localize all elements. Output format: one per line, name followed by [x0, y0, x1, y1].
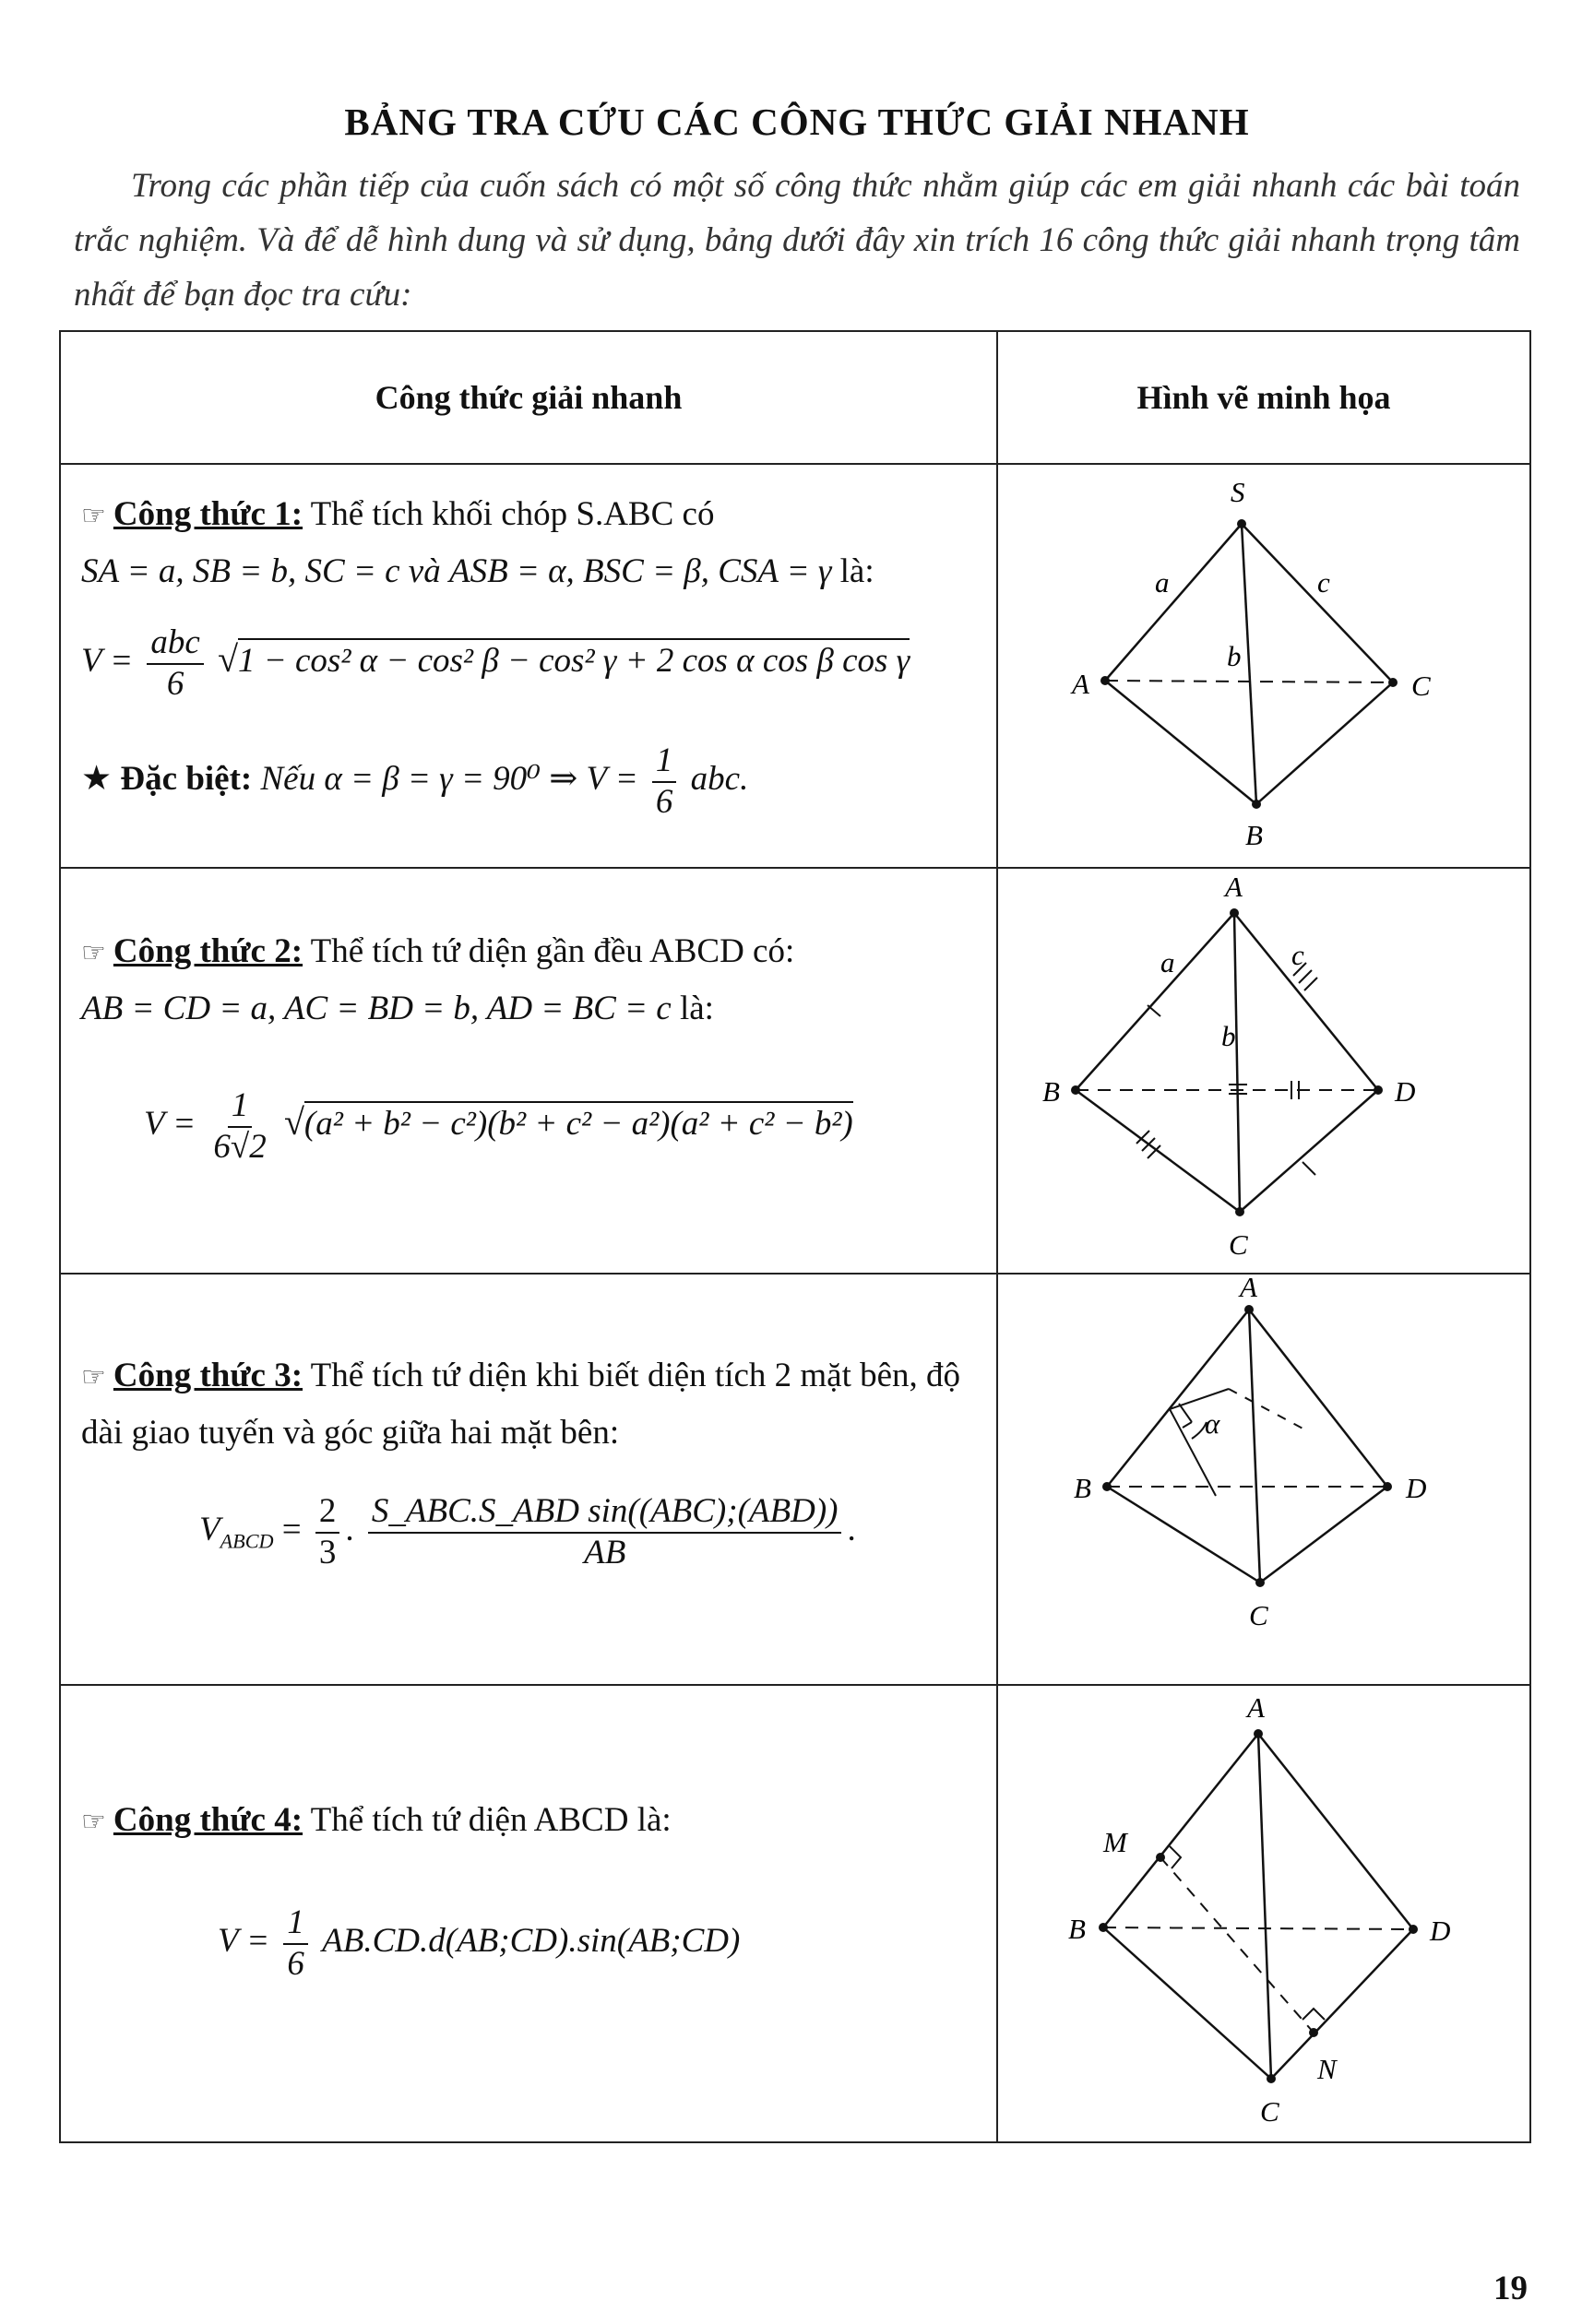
formula-4-tail: AB.CD.d(AB;CD).sin(AB;CD) — [322, 1922, 741, 1961]
formula-1-equation: V = $\frac{\text{abc}}{6}$ √1 − cos² α − cos² β − cos² γ + 2 cos α cos β cos γ — [81, 623, 910, 703]
pointing-hand-icon: ☞ — [81, 938, 106, 968]
formula-1-special — [81, 741, 985, 822]
pointing-hand-icon: ☞ — [81, 501, 106, 531]
formula-4-label: Công thức 4: — [113, 1801, 303, 1839]
formula-3-lhs: V — [199, 1511, 220, 1549]
fig1-label-b: b — [1227, 640, 1242, 672]
formula-3-text — [81, 1348, 985, 1461]
formula-3-denominator: AB — [584, 1533, 626, 1571]
formula-1-special-tail: abc. — [690, 760, 749, 799]
figure-3-dihedral — [998, 1275, 1529, 1684]
fig1-label-a: a — [1155, 566, 1170, 599]
formula-2-conditions: AB = CD = a, AC = BD = b, AD = BC = c — [81, 990, 672, 1027]
intro-paragraph: Trong các phần tiếp của cuốn sách có một số công thức nhằm giúp các em giải nhanh các bài toán trắc nghiệm. Và để dễ hình dung và sử dụng, bảng dưới đây xin trích 16 công thức giải nhanh trọng tâm nhất để bạn đọc tra cứu: — [74, 167, 1520, 314]
fig4-label-M: M — [1103, 1826, 1127, 1858]
fig2-label-D: D — [1395, 1075, 1416, 1108]
fig2-label-A: A — [1225, 871, 1243, 903]
fig2-label-c: c — [1291, 939, 1304, 971]
fig1-label-S: S — [1231, 476, 1245, 508]
fig4-label-B: B — [1068, 1913, 1086, 1945]
formula-3-numerator: S_ABC.S_ABD sin((ABC);(ABD)) — [368, 1492, 842, 1534]
header-formulas: Công thức giải nhanh — [375, 379, 683, 416]
formula-2-la: là: — [679, 990, 714, 1027]
formula-4-equation — [218, 1903, 1122, 1984]
fig3-label-A: A — [1240, 1275, 1257, 1303]
formula-2-denominator: 6√2 — [213, 1127, 267, 1166]
formula-1-numerator: abc — [147, 623, 203, 665]
fig2-label-b: b — [1221, 1020, 1236, 1052]
formula-1-radicand: 1 − cos² α − cos² β − cos² γ + 2 cos α cos β cos γ — [238, 638, 910, 680]
formula-1-text — [81, 487, 985, 599]
formula-3-lhs-sub: ABCD — [220, 1529, 274, 1553]
formula-2-lhs: V = — [144, 1105, 196, 1144]
formula-1-special-label: Đặc biệt: — [120, 760, 253, 799]
figure-1-pyramid — [998, 465, 1529, 867]
fig4-label-C: C — [1260, 2095, 1279, 2128]
formula-3-equation: $V_{ABCD}$ = $\frac{2}{3}$ . $\frac{\text{S\_ABC.S\_ABD sin((ABC);(ABD))}}{AB}$ . — [199, 1492, 856, 1571]
formula-2-intro: Thể tích tứ diện gần đều ABCD có: — [310, 932, 795, 970]
fig2-label-C: C — [1229, 1228, 1248, 1261]
formula-3-label: Công thức 3: — [113, 1357, 303, 1394]
header-illustrations: Hình vẽ minh họa — [1136, 379, 1391, 416]
fig4-label-A: A — [1247, 1691, 1265, 1724]
formula-row-4 — [61, 1686, 998, 2141]
page-number: 19 — [1493, 2270, 1528, 2307]
formula-2-radicand: (a² + b² − c²)(b² + c² − a²)(a² + c² − b²) — [304, 1101, 853, 1143]
fig4-label-N: N — [1317, 2053, 1337, 2085]
formula-row-3 — [61, 1275, 998, 1684]
formula-1-angles: ASB = α, BSC = β, CSA = γ — [448, 552, 832, 590]
formula-1-denominator: 6 — [166, 664, 184, 703]
fig2-label-a: a — [1160, 946, 1175, 978]
formula-3-intro: Thể tích tứ diện khi biết diện tích 2 mặt bên, độ dài giao tuyến và góc giữa hai mặt bên: — [81, 1357, 961, 1452]
fig4-label-D: D — [1430, 1915, 1451, 1947]
formula-3-eq: = — [281, 1511, 302, 1549]
pointing-hand-icon: ☞ — [81, 1807, 106, 1837]
fig3-label-alpha: α — [1205, 1407, 1220, 1440]
formula-2-label: Công thức 2: — [113, 932, 303, 970]
fig3-label-C: C — [1249, 1599, 1268, 1631]
formula-4-text — [81, 1793, 985, 1850]
figure-2-tetrahedron — [998, 869, 1529, 1273]
fig1-label-A: A — [1072, 668, 1089, 700]
formula-2-equation: V = $\frac{1}{6√2}$ √(a² + b² − c²)(b² + c² − a²)(a² + c² − b²) — [144, 1086, 853, 1166]
formula-4-lhs: V = — [218, 1922, 270, 1961]
star-icon: ★ — [81, 760, 113, 799]
fig2-label-B: B — [1042, 1075, 1060, 1108]
page-title: BẢNG TRA CỨU CÁC CÔNG THỨC GIẢI NHANH — [344, 101, 1250, 143]
pointing-hand-icon: ☞ — [81, 1362, 106, 1393]
formula-4-denominator: 6 — [287, 1944, 304, 1983]
formula-2-numerator: 1 — [228, 1086, 253, 1128]
formula-1-conditions: SA = a, SB = b, SC = c và — [81, 552, 441, 590]
fig3-label-D: D — [1406, 1472, 1427, 1504]
formula-row-1 — [61, 465, 998, 867]
fig1-label-c: c — [1317, 566, 1330, 599]
fig3-label-B: B — [1074, 1472, 1091, 1504]
formula-1-la: là: — [839, 552, 874, 590]
formula-1-intro: Thể tích khối chóp S.ABC có — [310, 495, 715, 533]
formula-2-text — [81, 924, 985, 1037]
formula-4-intro: Thể tích tứ diện ABCD là: — [310, 1801, 672, 1839]
fig1-label-C: C — [1411, 670, 1431, 702]
formula-table — [59, 330, 1531, 2143]
formula-1-lhs: V = — [81, 642, 134, 681]
formula-row-2 — [61, 869, 998, 1273]
formula-1-special-text: Nếu α = β = γ = 90⁰ ⇒ V = — [260, 760, 638, 799]
formula-1-label: Công thức 1: — [113, 495, 303, 533]
formula-3-coef-den: 3 — [318, 1533, 337, 1571]
formula-1-special-den: 6 — [655, 782, 673, 821]
formula-3-coef-num: 2 — [315, 1492, 340, 1534]
formula-1-special-num: 1 — [652, 741, 677, 783]
formula-4-numerator: 1 — [283, 1903, 308, 1945]
fig1-label-B: B — [1245, 819, 1263, 851]
figure-4-perpendicular — [998, 1686, 1529, 2141]
